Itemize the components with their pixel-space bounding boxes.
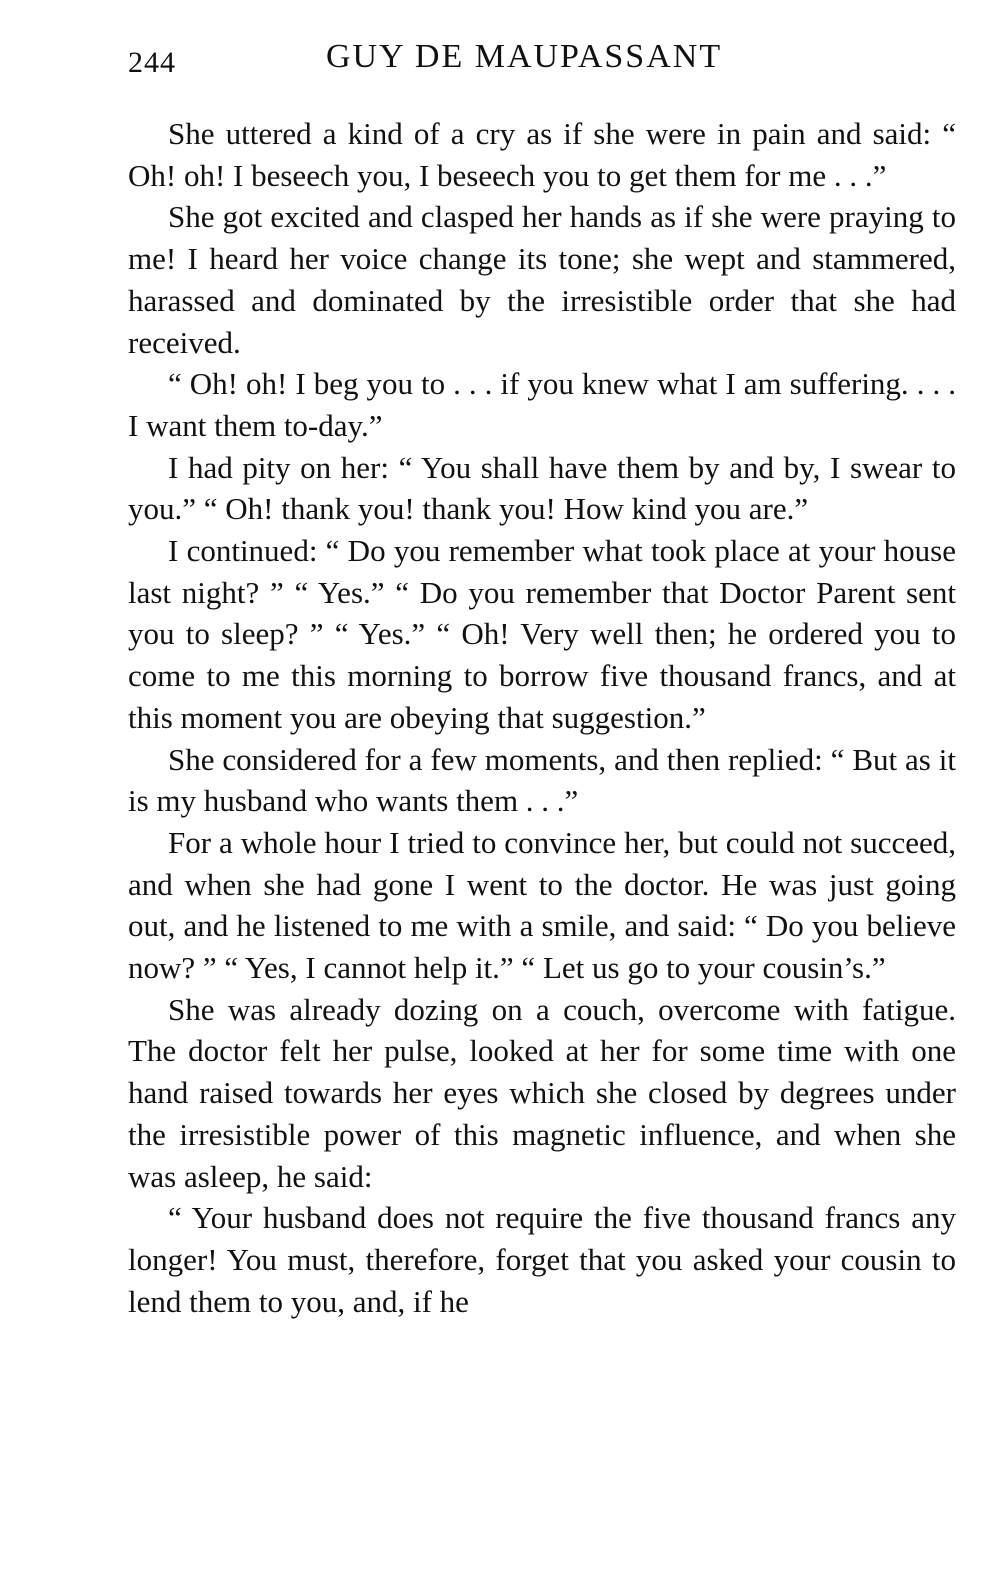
paragraph: “ Oh! oh! I beg you to . . . if you knew what I am suffering. . . . I want them to-day.” (128, 366, 956, 443)
running-title: GUY DE MAUPASSANT (326, 38, 723, 75)
paragraph: “ Your husband does not require the five thousand francs any longer! You must, therefore, forget that you asked your cousin to lend them to you, and, if he (128, 1200, 956, 1319)
paragraph: She was already dozing on a couch, overcome with fatigue. The doctor felt her pulse, looked at her for some time with one hand raised towards her eyes which she closed by degrees under the irresistible power of this magnetic influence, and when she was asleep, he said: (128, 991, 956, 1194)
paragraph: She got excited and clasped her hands as if she were praying to me! I heard her voice change its tone; she wept and stammered, harassed and dominated by the irresistible order that she had received. (128, 199, 956, 360)
paragraph: For a whole hour I tried to convince her, but could not succeed, and when she had gone I went to the doctor. He was just going out, and he listened to me with a smile, and said: “ Do you believe now? ” “ Yes, I cannot help it.” “ Let us go to your cousin’s.” (128, 824, 956, 986)
paragraph: She uttered a kind of a cry as if she were in pain and said: “ Oh! oh! I beseech you, I beseech you to get them for me . . .” (128, 116, 956, 193)
page-header (128, 38, 958, 88)
page-number: 244 (128, 46, 176, 79)
paragraph: I had pity on her: “ You shall have them by and by, I swear to you.” “ Oh! thank you! thank you! How kind you are.” (128, 449, 956, 527)
paragraph: She considered for a few moments, and then replied: “ But as it is my husband who wants them . . .” (128, 741, 956, 819)
body-text (128, 113, 956, 1322)
paragraph: I continued: “ Do you remember what took place at your house last night? ” “ Yes.” “ Do you remember that Doctor Parent sent you to sleep? ” “ Yes.” “ Oh! Very well then; he ordered you to come to me this morning to borrow five thousand francs, and at this moment you are obeying that suggestion.” (128, 533, 956, 735)
